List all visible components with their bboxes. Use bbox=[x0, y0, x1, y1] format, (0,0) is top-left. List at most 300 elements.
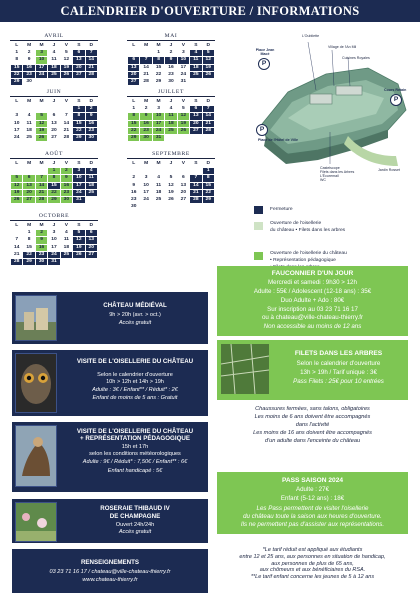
calendar-day: 30 bbox=[61, 197, 72, 203]
calendar-day: 10 bbox=[48, 237, 59, 243]
calendar-day: 23 bbox=[86, 128, 97, 134]
calendar-day: 28 bbox=[11, 259, 22, 265]
calendar-day: 24 bbox=[36, 72, 47, 78]
calendar-day: 6 bbox=[23, 175, 34, 181]
filets-line2: 13h > 19h / Tarif unique : 3€ bbox=[300, 369, 377, 376]
calendar-day: 12 bbox=[73, 237, 84, 243]
oisellerie-line1: Selon le calendrier d'ouverture bbox=[97, 372, 173, 378]
calendar-day: 14 bbox=[61, 121, 72, 127]
calendar-day: 26 bbox=[11, 197, 22, 203]
calendar-day: 22 bbox=[48, 190, 59, 196]
calendar-day: 13 bbox=[23, 183, 34, 189]
calendar-day: 11 bbox=[61, 237, 72, 243]
legend-oiseaux-line1: Ouverture de l'oisellerie bbox=[270, 221, 322, 226]
calendar-day: 9 bbox=[165, 57, 176, 63]
legend-fermeture-swatch bbox=[254, 206, 263, 214]
calendar-day: 26 bbox=[73, 252, 84, 258]
calendar-month-name: JUILLET bbox=[158, 89, 184, 95]
calendar-day: 27 bbox=[128, 79, 139, 85]
weekday-label: S bbox=[77, 99, 81, 104]
weekday-label: J bbox=[52, 43, 56, 48]
calendar-day: 25 bbox=[165, 128, 176, 134]
weekday-label: M bbox=[39, 223, 44, 228]
weekday-label: S bbox=[194, 99, 198, 104]
calendar-day: 7 bbox=[203, 106, 214, 112]
calendar-empty bbox=[203, 135, 214, 141]
calendar-day: 21 bbox=[203, 121, 214, 127]
calendar-day: 7 bbox=[190, 175, 201, 181]
calendar-empty bbox=[153, 168, 164, 174]
calendar-day: 6 bbox=[48, 113, 59, 119]
calendar-day: 14 bbox=[190, 183, 201, 189]
weekday-label: J bbox=[52, 223, 56, 228]
map-label-ecuremail: L'Écuremail bbox=[320, 174, 339, 178]
calendar-day: 17 bbox=[73, 183, 84, 189]
calendar-day: 16 bbox=[61, 183, 72, 189]
weekday-label: L bbox=[132, 161, 136, 166]
map-label-cuisines: Cuisines Royales bbox=[342, 56, 370, 60]
roseraie-line2: Accès gratuit bbox=[118, 529, 152, 535]
calendar-day: 11 bbox=[190, 57, 201, 63]
calendar-day: 20 bbox=[73, 65, 84, 71]
calendar-empty bbox=[11, 230, 22, 236]
calendar-day: 11 bbox=[48, 57, 59, 63]
calendar-day: 16 bbox=[165, 65, 176, 71]
calendar-day: 3 bbox=[140, 175, 151, 181]
calendar-day: 4 bbox=[61, 230, 72, 236]
filets-desc-line3: dans l'activité bbox=[295, 422, 330, 428]
calendar-empty bbox=[48, 106, 59, 112]
calendar-empty bbox=[178, 135, 189, 141]
weekday-label: M bbox=[39, 43, 44, 48]
calendar-day: 10 bbox=[36, 57, 47, 63]
calendar-day: 22 bbox=[11, 72, 22, 78]
calendar-day: 5 bbox=[36, 113, 47, 119]
calendar-day: 5 bbox=[73, 230, 84, 236]
calendar-day: 18 bbox=[61, 245, 72, 251]
calendar-day: 2 bbox=[36, 230, 47, 236]
card-renseignements bbox=[12, 549, 208, 593]
calendar-day: 10 bbox=[153, 113, 164, 119]
calendar-day: 28 bbox=[140, 79, 151, 85]
calendar-day: 12 bbox=[36, 121, 47, 127]
calendar-grid bbox=[127, 160, 215, 211]
calendar-day: 30 bbox=[86, 135, 97, 141]
calendar-day: 24 bbox=[73, 190, 84, 196]
footnote bbox=[215, 547, 410, 581]
calendar-day: 4 bbox=[153, 175, 164, 181]
weekday-label: V bbox=[181, 43, 186, 48]
calendar-day: 13 bbox=[178, 183, 189, 189]
filets-desc-line5: d'un adulte dans l'enceinte du château bbox=[264, 438, 361, 444]
weekday-label: S bbox=[77, 43, 81, 48]
calendar-day: 3 bbox=[178, 50, 189, 56]
pass-line4: du château toute la saison aux heures d'ouverture. bbox=[243, 513, 382, 520]
weekday-label: V bbox=[64, 99, 69, 104]
calendar-day: 4 bbox=[23, 113, 34, 119]
map-label-place-jean-mace: Place Jean Macé bbox=[255, 48, 275, 57]
representation-line3: Adulte : 9€ / Réduit* : 7,50€ / Enfant** : 6€ bbox=[82, 459, 188, 465]
footnote-line4: aux chômeurs et aux bénéficiaires du RSA. bbox=[259, 567, 366, 574]
map-label-village: Village de l'An Mil bbox=[328, 45, 357, 49]
calendar-day: 26 bbox=[61, 72, 72, 78]
renseignements-website[interactable]: www.chateau-thierry.fr bbox=[82, 577, 138, 583]
calendar-day: 25 bbox=[190, 72, 201, 78]
calendar-day: 17 bbox=[11, 128, 22, 134]
calendar-day: 22 bbox=[203, 190, 214, 196]
weekday-label: M bbox=[144, 161, 149, 166]
footnote-line1: *Le tarif réduit est appliqué aux étudiants bbox=[262, 547, 363, 553]
calendar-day: 14 bbox=[86, 57, 97, 63]
footnote-line2: entre 12 et 25 ans, aux personnes en situation de handicap, bbox=[239, 553, 386, 560]
calendar-day: 25 bbox=[153, 197, 164, 203]
weekday-label: D bbox=[206, 99, 211, 104]
legend-repr-line2: • Représentation pédagogique bbox=[270, 258, 336, 263]
calendar-empty bbox=[36, 106, 47, 112]
filets-desc-line2: Les moins de 6 ans doivent être accompagnés bbox=[254, 414, 371, 420]
calendar-month bbox=[127, 150, 215, 211]
pass-line3: Les Pass permettent de visiter l'oisellerie bbox=[256, 505, 369, 512]
calendar-empty bbox=[128, 168, 139, 174]
calendar-day: 19 bbox=[11, 190, 22, 196]
calendar-empty bbox=[165, 168, 176, 174]
calendar-empty bbox=[128, 50, 139, 56]
calendar-day: 28 bbox=[36, 197, 47, 203]
calendar-day: 5 bbox=[203, 50, 214, 56]
calendar-day: 8 bbox=[153, 57, 164, 63]
calendar-day: 17 bbox=[178, 65, 189, 71]
calendar-day: 18 bbox=[165, 121, 176, 127]
oisellerie-line2: 10h > 12h et 14h > 19h bbox=[106, 379, 164, 385]
calendar-day: 1 bbox=[203, 168, 214, 174]
calendar-day: 14 bbox=[203, 113, 214, 119]
filets-desc-line1: Chaussures fermées, sans talons, obligatoires bbox=[255, 406, 370, 412]
calendar-empty bbox=[36, 79, 47, 85]
calendar-day: 10 bbox=[11, 121, 22, 127]
calendar-day: 4 bbox=[190, 50, 201, 56]
weekday-label: L bbox=[15, 223, 19, 228]
calendar-day: 13 bbox=[128, 65, 139, 71]
parking-hotel-ville-icon: P bbox=[256, 124, 268, 136]
weekday-label: L bbox=[15, 161, 19, 166]
calendar-day: 23 bbox=[23, 72, 34, 78]
renseignements-contact[interactable]: 03 23 71 16 17 / chateau@ville-chateau-thierry.fr bbox=[49, 569, 171, 575]
calendar-day: 2 bbox=[140, 106, 151, 112]
calendar-day: 30 bbox=[165, 79, 176, 85]
calendar-day: 14 bbox=[140, 65, 151, 71]
calendar-day: 29 bbox=[203, 197, 214, 203]
oisellerie-title: VISITE DE L'OISELLERIE DU CHÂTEAU bbox=[76, 358, 194, 365]
representation-line4: Enfant handicapé : 5€ bbox=[107, 468, 163, 474]
calendar-day: 4 bbox=[86, 168, 97, 174]
calendar-month-name: MAI bbox=[164, 33, 178, 39]
calendar-empty bbox=[190, 79, 201, 85]
calendar-day: 10 bbox=[140, 183, 151, 189]
calendar-empty bbox=[203, 204, 214, 210]
calendar-day: 15 bbox=[23, 245, 34, 251]
calendar-day: 21 bbox=[36, 190, 47, 196]
calendar-day: 9 bbox=[86, 113, 97, 119]
calendar-day: 30 bbox=[36, 259, 47, 265]
calendar-empty bbox=[203, 79, 214, 85]
calendar-day: 31 bbox=[178, 79, 189, 85]
calendar-day: 15 bbox=[73, 121, 84, 127]
calendar-day: 10 bbox=[73, 175, 84, 181]
weekday-label: J bbox=[52, 99, 56, 104]
calendar-day: 16 bbox=[140, 121, 151, 127]
calendar-empty bbox=[178, 204, 189, 210]
roseraie-title1: ROSERAIE THIBAUD IV bbox=[100, 505, 170, 512]
calendar-day: 26 bbox=[165, 197, 176, 203]
calendar-empty bbox=[61, 106, 72, 112]
calendar-day: 2 bbox=[61, 168, 72, 174]
calendar-day: 27 bbox=[190, 128, 201, 134]
calendar-day: 11 bbox=[86, 175, 97, 181]
weekday-label: M bbox=[144, 43, 149, 48]
calendar-rule bbox=[127, 96, 215, 97]
calendar-day: 30 bbox=[23, 79, 34, 85]
calendar-day: 4 bbox=[165, 106, 176, 112]
map-label-oubliette: L'Oubliette bbox=[302, 34, 320, 38]
calendar-grid bbox=[127, 42, 215, 86]
filets-line3: Pass Filets : 25€ pour 10 entrées bbox=[293, 378, 384, 385]
weekday-label: D bbox=[89, 99, 94, 104]
calendar-day: 3 bbox=[48, 230, 59, 236]
calendar-day: 14 bbox=[11, 245, 22, 251]
calendar-day: 26 bbox=[178, 128, 189, 134]
header-bar bbox=[0, 0, 420, 22]
calendar-day: 15 bbox=[153, 65, 164, 71]
calendar-day: 27 bbox=[86, 252, 97, 258]
calendar-day: 1 bbox=[128, 106, 139, 112]
calendar-rule bbox=[127, 40, 215, 41]
calendar-day: 20 bbox=[23, 190, 34, 196]
calendar-day: 15 bbox=[48, 183, 59, 189]
weekday-label: V bbox=[64, 43, 69, 48]
calendar-empty bbox=[73, 79, 84, 85]
calendar-day: 21 bbox=[11, 252, 22, 258]
footnote-line5: **Le tarif enfant concerne les jeunes de 5 à 12 ans bbox=[250, 574, 375, 581]
calendar-grid bbox=[127, 98, 215, 142]
calendar-day: 1 bbox=[23, 230, 34, 236]
representation-line2: selon les conditions météorologiques bbox=[89, 451, 181, 457]
calendar-empty bbox=[190, 168, 201, 174]
roseraie-photo-icon bbox=[15, 502, 57, 542]
calendar-day: 6 bbox=[86, 230, 97, 236]
calendar-day: 23 bbox=[36, 252, 47, 258]
calendar-day: 7 bbox=[61, 113, 72, 119]
calendar-day: 6 bbox=[128, 57, 139, 63]
calendar-day: 30 bbox=[128, 204, 139, 210]
calendar-day: 29 bbox=[153, 79, 164, 85]
calendar-day: 22 bbox=[73, 128, 84, 134]
weekday-label: M bbox=[39, 99, 44, 104]
calendar-day: 17 bbox=[153, 121, 164, 127]
representation-title2: + REPRÉSENTATION PÉDAGOGIQUE bbox=[80, 435, 190, 442]
calendar-empty bbox=[190, 135, 201, 141]
calendar-empty bbox=[11, 106, 22, 112]
calendar-day: 8 bbox=[203, 175, 214, 181]
calendar-day: 21 bbox=[86, 65, 97, 71]
calendar-day: 16 bbox=[86, 121, 97, 127]
calendar-day: 13 bbox=[73, 57, 84, 63]
calendar-grid bbox=[10, 98, 98, 142]
calendar-month bbox=[127, 32, 215, 86]
calendar-day: 29 bbox=[23, 259, 34, 265]
calendar-day: 28 bbox=[190, 197, 201, 203]
fauconnier-line1: Mercredi et samedi : 9h30 > 12h bbox=[268, 279, 357, 286]
calendar-rule bbox=[10, 40, 98, 41]
page-title: CALENDRIER D'OUVERTURE / INFORMATIONS bbox=[60, 4, 360, 18]
calendar-day: 2 bbox=[165, 50, 176, 56]
calendar-day: 25 bbox=[48, 72, 59, 78]
calendar-day: 9 bbox=[140, 113, 151, 119]
calendar-day: 24 bbox=[153, 128, 164, 134]
weekday-label: J bbox=[52, 161, 56, 166]
calendar-day: 12 bbox=[61, 57, 72, 63]
calendar-day: 22 bbox=[23, 252, 34, 258]
calendar-day: 20 bbox=[190, 121, 201, 127]
calendar-empty bbox=[61, 79, 72, 85]
calendar-day: 24 bbox=[48, 252, 59, 258]
calendar-empty bbox=[165, 204, 176, 210]
fauconnier-line4: Sur inscription au 03 23 71 16 17 bbox=[267, 306, 358, 313]
calendar-day: 1 bbox=[11, 50, 22, 56]
calendar-day: 20 bbox=[86, 245, 97, 251]
calendar-day: 17 bbox=[36, 65, 47, 71]
calendar-day: 2 bbox=[128, 175, 139, 181]
calendar-day: 19 bbox=[61, 65, 72, 71]
calendar-day: 15 bbox=[11, 65, 22, 71]
weekday-label: M bbox=[27, 99, 32, 104]
calendar-month bbox=[10, 212, 98, 266]
calendar-day: 13 bbox=[48, 121, 59, 127]
filets-desc-line4: Les moins de 16 ans doivent être accompagnés bbox=[253, 430, 372, 436]
calendar-day: 31 bbox=[153, 135, 164, 141]
calendar-day: 12 bbox=[11, 183, 22, 189]
pass-title: PASS SAISON 2024 bbox=[281, 477, 344, 484]
weekday-label: D bbox=[206, 43, 211, 48]
weekday-label: M bbox=[27, 161, 32, 166]
calendar-day: 25 bbox=[61, 252, 72, 258]
weekday-label: M bbox=[39, 161, 44, 166]
calendar-day: 5 bbox=[165, 175, 176, 181]
fauconnier-line6: Non accessible au moins de 12 ans bbox=[263, 323, 362, 330]
calendar-day: 22 bbox=[153, 72, 164, 78]
calendar-day: 24 bbox=[178, 72, 189, 78]
roseraie-line1: Ouvert 24h/24h bbox=[115, 522, 155, 528]
calendar-day: 16 bbox=[128, 190, 139, 196]
weekday-label: V bbox=[181, 161, 186, 166]
legend-oiseaux-swatch bbox=[254, 222, 263, 230]
calendar-day: 4 bbox=[48, 50, 59, 56]
calendar-empty bbox=[61, 259, 72, 265]
calendar-day: 26 bbox=[36, 135, 47, 141]
weekday-label: M bbox=[156, 161, 161, 166]
calendar-month bbox=[127, 88, 215, 142]
legend-repr-line1: Ouverture de l'oisellerie du château bbox=[270, 251, 347, 256]
weekday-label: D bbox=[89, 43, 94, 48]
weekday-label: M bbox=[27, 223, 32, 228]
weekday-label: J bbox=[169, 161, 173, 166]
calendar-day: 31 bbox=[48, 259, 59, 265]
calendar-day: 19 bbox=[73, 245, 84, 251]
weekday-label: D bbox=[206, 161, 211, 166]
map-label-place-hotel-ville: Place de l'Hôtel de Ville bbox=[258, 138, 298, 142]
calendar-day: 15 bbox=[203, 183, 214, 189]
calendar-day: 25 bbox=[86, 190, 97, 196]
calendar-day: 24 bbox=[140, 197, 151, 203]
calendar-grid bbox=[10, 160, 98, 204]
calendar-day: 17 bbox=[140, 190, 151, 196]
calendar-day: 21 bbox=[140, 72, 151, 78]
legend-fermeture-label: Fermeture bbox=[270, 207, 293, 212]
calendar-empty bbox=[11, 168, 22, 174]
calendar-day: 7 bbox=[36, 175, 47, 181]
weekday-label: S bbox=[77, 223, 81, 228]
renseignements-title: RENSEIGNEMENTS bbox=[80, 559, 140, 566]
weekday-label: M bbox=[27, 43, 32, 48]
parking-cours-retain-icon: P bbox=[390, 94, 402, 106]
pass-line1: Adulte : 27€ bbox=[295, 486, 330, 493]
pass-line5: Ils ne permettent pas d'assister aux représentations. bbox=[240, 521, 385, 528]
weekday-label: J bbox=[169, 99, 173, 104]
weekday-label: V bbox=[64, 161, 69, 166]
weekday-label: D bbox=[89, 161, 94, 166]
calendar-empty bbox=[23, 106, 34, 112]
calendar-empty bbox=[86, 197, 97, 203]
calendar-empty bbox=[153, 204, 164, 210]
calendar-empty bbox=[73, 259, 84, 265]
eagle-photo-icon bbox=[15, 425, 57, 487]
calendar-grid bbox=[10, 222, 98, 266]
calendar-day: 9 bbox=[61, 175, 72, 181]
map-label-filets: Filets dans les Arbres bbox=[320, 170, 355, 174]
calendar-day: 10 bbox=[178, 57, 189, 63]
calendar-day: 27 bbox=[73, 72, 84, 78]
calendar-day: 12 bbox=[203, 57, 214, 63]
calendar-day: 28 bbox=[61, 135, 72, 141]
calendar-day: 20 bbox=[48, 128, 59, 134]
calendar-day: 23 bbox=[140, 128, 151, 134]
calendar-day: 9 bbox=[128, 183, 139, 189]
calendar-day: 18 bbox=[190, 65, 201, 71]
calendar-day: 29 bbox=[11, 79, 22, 85]
map-label-jardin: Jardin Rosset bbox=[378, 168, 400, 172]
calendar-day: 8 bbox=[11, 57, 22, 63]
calendar-day: 23 bbox=[61, 190, 72, 196]
weekday-label: V bbox=[181, 99, 186, 104]
calendar-rule bbox=[10, 96, 98, 97]
card-oisellerie bbox=[12, 350, 208, 416]
calendar-day: 16 bbox=[36, 245, 47, 251]
oisellerie-line3: Adulte : 3€ / Enfant** / Réduit* : 2€ bbox=[92, 387, 178, 393]
calendar-day: 29 bbox=[128, 135, 139, 141]
calendar-day: 11 bbox=[23, 121, 34, 127]
calendar-empty bbox=[36, 168, 47, 174]
calendar-day: 19 bbox=[165, 190, 176, 196]
calendar-day: 1 bbox=[153, 50, 164, 56]
calendar-day: 11 bbox=[153, 183, 164, 189]
calendar-day: 18 bbox=[86, 183, 97, 189]
calendar-day: 3 bbox=[11, 113, 22, 119]
map-label-wc: WC bbox=[320, 178, 326, 182]
calendar-day: 7 bbox=[86, 50, 97, 56]
calendar-empty bbox=[48, 79, 59, 85]
box-filets bbox=[217, 340, 408, 400]
calendar-day: 27 bbox=[178, 197, 189, 203]
calendar-month-name: JUIN bbox=[46, 89, 62, 95]
